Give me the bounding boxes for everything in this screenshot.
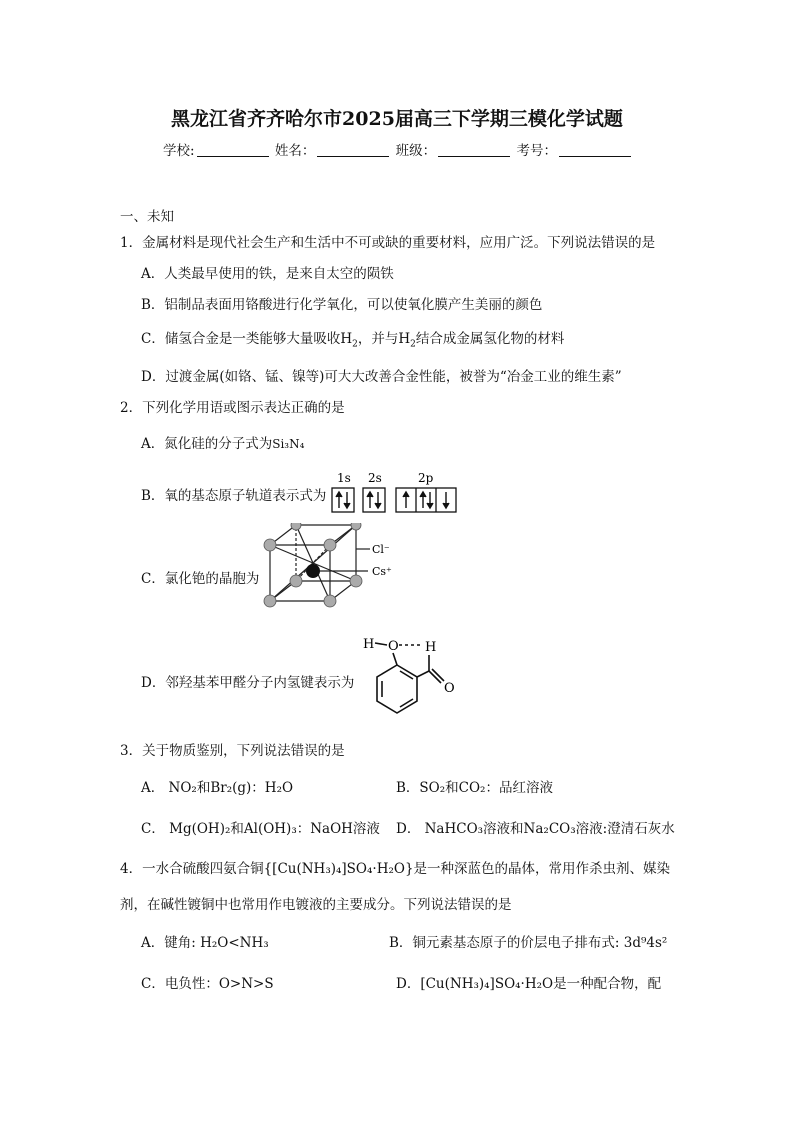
q4-option-a: A．键角: H₂O<NH₃ bbox=[141, 935, 269, 951]
class-blank[interactable] bbox=[438, 143, 510, 157]
q3-option-d: D． NaHCO₃溶液和Na₂CO₃溶液:澄清石灰水 bbox=[396, 821, 675, 837]
orbital-box-1s bbox=[332, 488, 354, 512]
q1-c-part2: ，并与H bbox=[357, 331, 411, 347]
number-blank[interactable] bbox=[559, 143, 631, 157]
q2-option-b: B．氧的基态原子轨道表示式为 bbox=[141, 488, 327, 504]
cesium-ion bbox=[306, 564, 320, 578]
q2-option-c: C．氯化铯的晶胞为 bbox=[141, 571, 260, 587]
q4-option-d bbox=[396, 972, 661, 992]
page-title: 黑龙江省齐齐哈尔市2025届高三下学期三模化学试题 bbox=[171, 108, 623, 130]
orbital-box-2p bbox=[396, 488, 456, 512]
q1-c-part3: 结合成金属氢化物的材料 bbox=[415, 331, 565, 347]
aldehyde-o: O bbox=[444, 681, 455, 696]
q4-option-c: C．电负性：O>N>S bbox=[141, 976, 274, 992]
q4-stem-line2: 剂，在碱性镀铜中也常用作电镀液的主要成分。下列说法错误的是 bbox=[120, 897, 512, 913]
q1-option-a: A．人类最早使用的铁，是来自太空的陨铁 bbox=[141, 266, 394, 282]
class-label: 班级： bbox=[395, 143, 437, 159]
q2-stem: 2．下列化学用语或图示表达正确的是 bbox=[120, 400, 345, 416]
orbital-label-2s: 2s bbox=[368, 471, 382, 485]
q4-stem-1b: 是一种深蓝色的晶体，常用作杀虫剂、媒染 bbox=[413, 861, 671, 877]
school-blank[interactable] bbox=[197, 143, 269, 157]
q4-stem-1a: 4．一水合硫酸四氨合铜 bbox=[120, 861, 264, 877]
section-heading: 一、未知 bbox=[120, 209, 174, 225]
q1-stem: 1．金属材料是现代社会生产和生活中不可或缺的重要材料，应用广泛。下列说法错误的是 bbox=[120, 235, 656, 251]
q4-option-b: B．铜元素基态原子的价层电子排布式: 3d⁹4s² bbox=[389, 935, 668, 951]
salicylaldehyde-structure bbox=[355, 633, 465, 723]
q4-d-formula: [Cu(NH₃)₄]SO₄·H₂O bbox=[420, 976, 554, 992]
q1-option-c: C．储氢合金是一类能够大量吸收$H_2$，并与$H_2$结合成金属氢化物的材料 bbox=[141, 331, 565, 350]
q4-stem-line1 bbox=[120, 857, 670, 877]
hydroxyl-h: H bbox=[363, 637, 375, 652]
q2-option-d: D．邻羟基苯甲醛分子内氢键表示为 bbox=[141, 675, 355, 691]
q2-a-text: A．氮化硅的分子式为 bbox=[141, 436, 273, 452]
q2-option-a bbox=[141, 432, 304, 452]
student-info-line bbox=[163, 139, 633, 159]
q1-c-part1: C．储氢合金是一类能够大量吸收H bbox=[141, 331, 353, 347]
q4-d-suffix: 是一种配合物，配 bbox=[553, 976, 662, 992]
q3-option-b: B．SO₂和CO₂：品红溶液 bbox=[396, 780, 553, 796]
q4-d-prefix: D． bbox=[396, 976, 421, 992]
name-label: 姓名： bbox=[274, 143, 316, 159]
school-label: 学校: bbox=[163, 143, 195, 159]
q4-formula: {[Cu(NH₃)₄]SO₄·H₂O} bbox=[263, 861, 414, 877]
q3-option-a: A． NO₂和Br₂(g)：H₂O bbox=[141, 780, 294, 796]
cl-label: Cl⁻ bbox=[372, 543, 390, 556]
aldehyde-h: H bbox=[425, 640, 437, 655]
number-label: 考号： bbox=[516, 143, 557, 159]
cscl-unit-cell bbox=[258, 523, 398, 623]
orbital-diagram bbox=[330, 470, 460, 516]
orbital-label-1s: 1s bbox=[337, 471, 351, 485]
orbital-box-2s bbox=[363, 488, 385, 512]
q3-option-c: C． Mg(OH)₂和Al(OH)₃：NaOH溶液 bbox=[141, 821, 380, 837]
hydroxyl-o: O bbox=[388, 639, 399, 654]
name-blank[interactable] bbox=[317, 143, 389, 157]
q1-option-d: D．过渡金属(如铬、锰、镍等)可大大改善合金性能，被誉为“冶金工业的维生素” bbox=[141, 369, 622, 385]
cs-label: Cs⁺ bbox=[372, 565, 392, 578]
electron-arrows bbox=[336, 492, 449, 508]
q2-a-formula: Si₃N₄ bbox=[272, 437, 305, 451]
q3-stem: 3．关于物质鉴别，下列说法错误的是 bbox=[120, 743, 345, 759]
orbital-label-2p: 2p bbox=[418, 471, 434, 485]
q1-option-b: B．铝制品表面用铬酸进行化学氧化，可以使氧化膜产生美丽的颜色 bbox=[141, 297, 543, 313]
